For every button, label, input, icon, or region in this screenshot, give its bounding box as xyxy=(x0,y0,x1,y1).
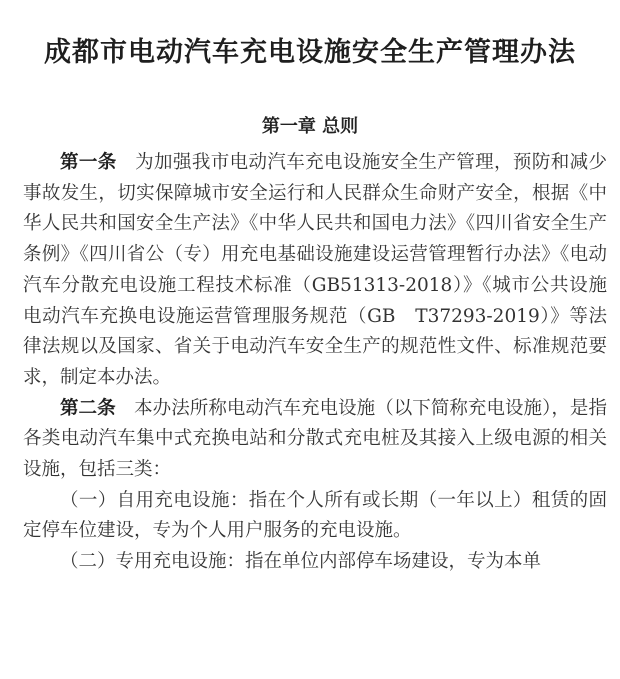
article-text: 为加强我市电动汽车充电设施安全生产管理，预防和减少事故发生，切实保障城市安全运行和人民群众生命财产安全，根据《中华人民共和国安全生产法》《中华人民共和国电力法》《四川省安全生产条例》《四川省公（专）用充电基础设施建设运营管理暂行办法》《电动汽车分散充电设施工程技术标准（GB51313-2018）》《城市公共设施电动汽车充换电设施运营管理服务规范（GB T37293-2019）》等法律法规以及国家、省关于电动汽车安全生产的规范性文件、标准规范要求，制定本办法。 xyxy=(23,152,607,388)
list-item: （一）自用充电设施：指在个人所有或长期（一年以上）租赁的固定停车位建设，专为个人用户服务的充电设施。 xyxy=(23,489,607,542)
chapter-title: 第一章 总则 xyxy=(261,116,359,137)
article-paragraph xyxy=(23,394,607,486)
document-title: 成都市电动汽车充电设施安全生产管理办法 xyxy=(44,37,576,68)
article-text: 本办法所称电动汽车充电设施（以下简称充电设施），是指各类电动汽车集中式充换电站和分散式充电桩及其接入上级电源的相关设施，包括三类： xyxy=(23,397,607,481)
article-label: 第二条 xyxy=(60,397,116,419)
list-item: （二）专用充电设施：指在单位内部停车场建设，专为本单 xyxy=(60,551,542,573)
article-label: 第一条 xyxy=(60,152,117,173)
document-body xyxy=(23,148,607,578)
article-paragraph xyxy=(23,148,607,394)
